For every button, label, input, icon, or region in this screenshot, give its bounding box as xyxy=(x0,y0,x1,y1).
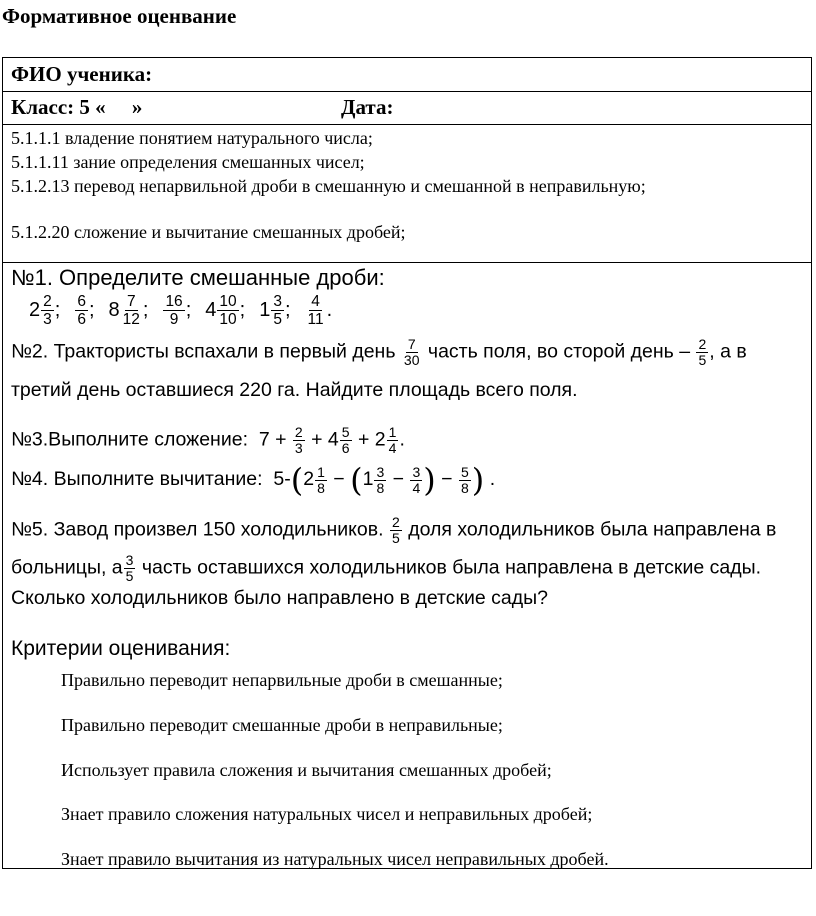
task2-text: , а в xyxy=(709,340,747,363)
student-name-row xyxy=(3,58,811,92)
task4-line: №4. Выполните вычитание: 5-(2 $\frac{1}{8}$ − (1 $\frac{3}{8}$ − $\frac{3}{4}$ ) − $\frac{5}{8}$ ) . xyxy=(11,461,496,499)
criteria-item: Правильно переводит непарвильные дроби в смешанные; xyxy=(61,670,503,690)
fraction: $\frac{3}{5}$ xyxy=(125,552,134,584)
task3-label: №3.Выполните сложение: xyxy=(11,428,248,451)
fraction: $\frac{2}{3}$ xyxy=(294,424,303,456)
fraction: $\frac{7}{12}$ xyxy=(122,293,140,328)
mixed-fraction: 1 $\frac{3}{5}$ ; xyxy=(259,293,291,328)
fraction: $\frac{16}{9}$ xyxy=(165,293,183,328)
fraction: $\frac{3}{8}$ xyxy=(376,463,385,496)
math-term: + 2 xyxy=(358,428,386,451)
math-term: 5- xyxy=(273,468,291,491)
criteria-item: Правильно переводит смешанные дроби в неправильные; xyxy=(61,715,503,735)
task3-line: №3.Выполните сложение: 7 + $\frac{2}{3}$ + 4 $\frac{5}{6}$ + 2 $\frac{1}{4}$ . xyxy=(11,424,405,456)
fraction: $\frac{3}{5}$ xyxy=(273,293,282,328)
class-label: Класс: 5 « » xyxy=(11,95,143,119)
task1-title: №1. Определите смешанные дроби: xyxy=(11,265,385,290)
task2-text: часть поля, во сторой день – xyxy=(427,340,691,363)
task2-text: №2. Трактористы вспахали в первый день xyxy=(11,340,396,363)
page-title: Формативное оценвание xyxy=(2,4,237,28)
criteria-title: Критерии оценивания: xyxy=(11,637,231,660)
mixed-fraction: $\frac{16}{9}$ ; xyxy=(165,293,192,328)
criteria-item: Знает правило вычитания из натуральных чисел неправильных дробей. xyxy=(61,849,609,869)
objective-item: 5.1.1.1 владение понятием натурального числа; xyxy=(11,128,373,148)
date-label: Дата: xyxy=(341,95,394,119)
task5-line2: больницы, а $\frac{3}{5}$ часть оставшихся холодильников была направлена в детские сады. xyxy=(11,552,762,584)
task4-label: №4. Выполните вычитание: xyxy=(11,468,263,491)
fraction: $\frac{2}{5}$ xyxy=(391,514,400,546)
fraction: $\frac{2}{3}$ xyxy=(43,293,52,328)
task1-fractions xyxy=(29,293,346,328)
assessment-table xyxy=(2,57,812,869)
mixed-fraction: $\frac{4}{11}$ . xyxy=(307,293,333,328)
student-name-label: ФИО ученика: xyxy=(11,62,153,86)
task2-line1 xyxy=(11,337,747,368)
fraction: $\frac{4}{11}$ xyxy=(307,293,324,328)
fraction: $\frac{2}{5}$ xyxy=(698,336,707,368)
objective-item: 5.1.2.20 сложение и вычитание смешанных дробей; xyxy=(11,222,406,242)
fraction: $\frac{1}{4}$ xyxy=(388,424,397,456)
objective-item: 5.1.2.13 перевод непарвильной дроби в смешанную и смешанной в неправильную; xyxy=(11,176,646,196)
tasks-section xyxy=(3,263,811,868)
criteria-item: Знает правило сложения натуральных чисел и неправильных дробей; xyxy=(61,804,593,824)
fraction: $\frac{5}{8}$ xyxy=(460,463,469,496)
fraction: $\frac{3}{4}$ xyxy=(412,463,421,496)
class-date-row xyxy=(3,92,811,125)
task5-line3: Сколько холодильников было направлено в детские сады? xyxy=(11,587,549,609)
learning-objectives xyxy=(3,125,811,263)
mixed-fraction: $\frac{6}{6}$ ; xyxy=(77,293,95,328)
task5-line1: №5. Завод произвел 150 холодильников. $\frac{2}{5}$ доля холодильников была направлена в xyxy=(11,514,777,546)
fraction: $\frac{1}{8}$ xyxy=(317,463,325,496)
mixed-fraction: 2 $\frac{2}{3}$ ; xyxy=(29,293,61,328)
mixed-fraction: 4 $\frac{10}{10}$ ; xyxy=(205,293,246,328)
task2-line2: третий день оставшиеся 220 га. Найдите площадь всего поля. xyxy=(11,379,578,401)
fraction: $\frac{6}{6}$ xyxy=(77,293,86,328)
math-term: 7 + xyxy=(258,428,287,451)
fraction: $\frac{10}{10}$ xyxy=(219,293,237,328)
objective-item: 5.1.1.11 зание определения смешанных чисел; xyxy=(11,152,365,172)
fraction: $\frac{7}{30}$ xyxy=(403,336,420,368)
mixed-fraction: 8 $\frac{7}{12}$ ; xyxy=(108,293,149,328)
criteria-item: Использует правила сложения и вычитания смешанных дробей; xyxy=(61,760,552,780)
math-term: + 4 xyxy=(311,428,339,451)
fraction: $\frac{5}{6}$ xyxy=(341,424,350,456)
